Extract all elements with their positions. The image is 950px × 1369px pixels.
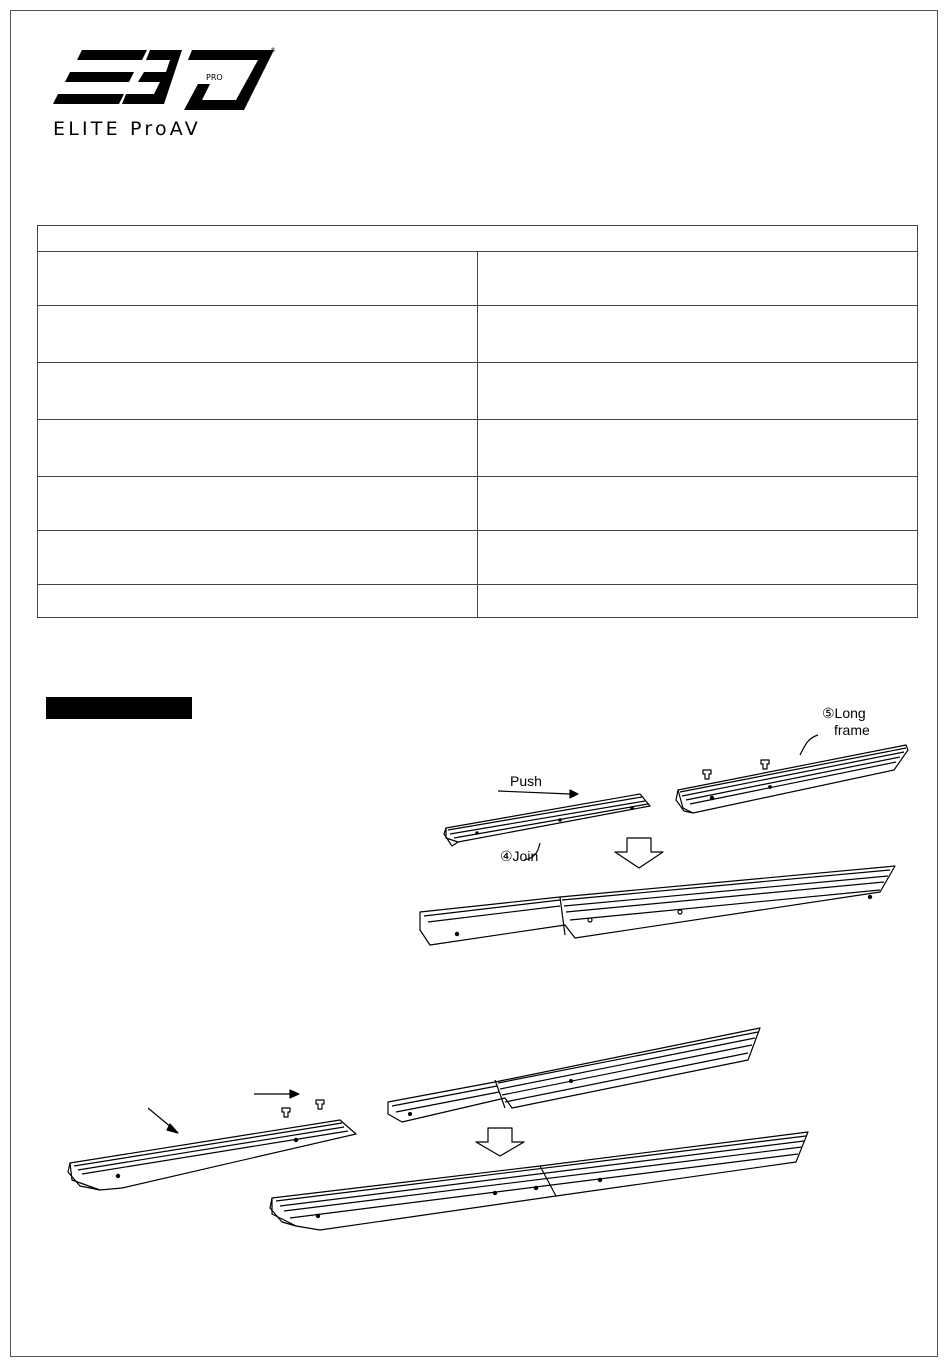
pointer-arrow (148, 1108, 178, 1133)
logo-pro-text: PRO (206, 73, 223, 82)
label-long-frame-line1: ⑤Long (822, 705, 866, 721)
registered-mark: ® (270, 47, 276, 54)
brand-wordmark: ELITE ProAV (53, 118, 201, 140)
label-push: Push (510, 773, 542, 789)
down-arrow-2 (476, 1128, 524, 1156)
assembled-frame-1 (420, 866, 895, 945)
push-arrow-2 (254, 1090, 299, 1098)
down-arrow-1 (615, 838, 663, 868)
push-arrow (498, 790, 578, 798)
partial-assembly-bottom (388, 1028, 760, 1122)
long-frame-part-top (676, 735, 908, 813)
assembled-frame-2 (270, 1132, 808, 1230)
long-frame-part-bottom (68, 1100, 356, 1190)
label-join: ④Join (500, 848, 539, 864)
label-long-frame-line2: frame (834, 722, 870, 738)
join-part-top (444, 794, 650, 860)
